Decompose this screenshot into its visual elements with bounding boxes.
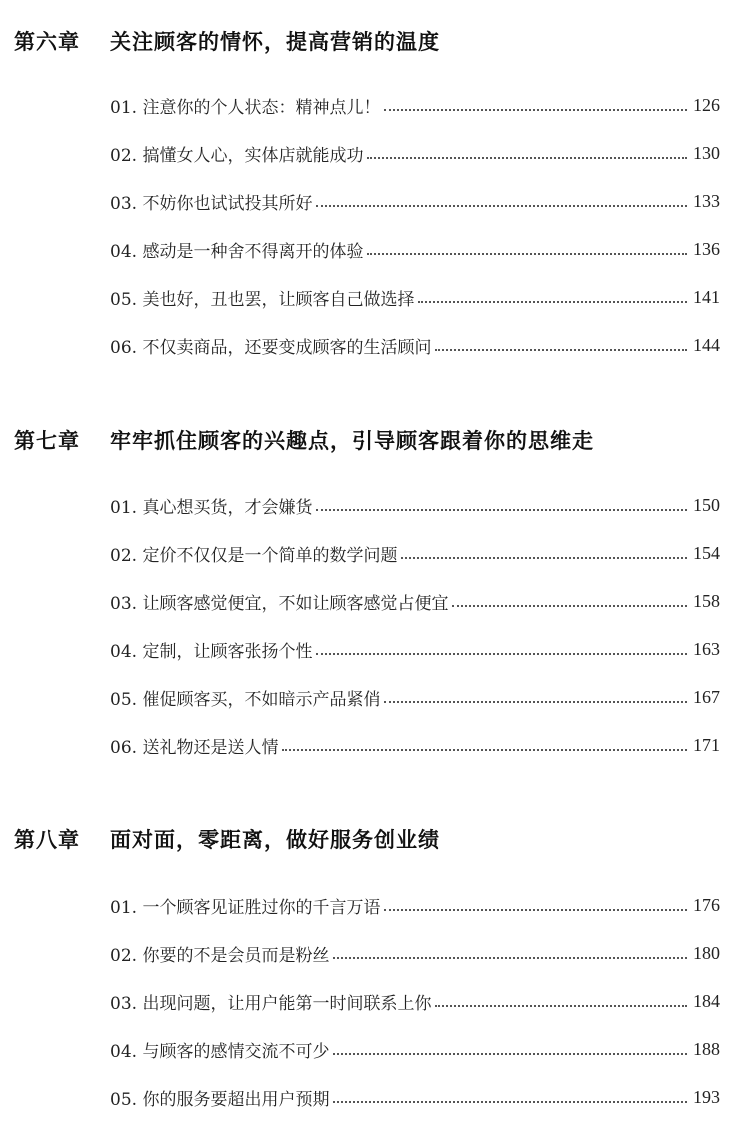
toc-entry-title: 02. 你要的不是会员而是粉丝	[110, 945, 330, 966]
chapter-number: 第八章	[14, 828, 80, 852]
toc-entry-title: 06. 送礼物还是送人情	[110, 737, 279, 758]
chapter-heading	[14, 822, 440, 856]
dot-leader	[367, 155, 687, 159]
dot-leader	[333, 1099, 687, 1103]
toc-entry[interactable]	[110, 586, 720, 616]
dot-leader	[316, 507, 687, 511]
toc-page-number: 150	[693, 494, 720, 515]
toc-page-number: 163	[693, 638, 720, 659]
toc-entry[interactable]	[110, 890, 720, 920]
dot-leader	[452, 603, 687, 607]
toc-entry-title: 04. 定制，让顾客张扬个性	[110, 641, 313, 662]
toc-entry[interactable]	[110, 730, 720, 760]
dot-leader	[384, 699, 687, 703]
toc-page-number: 176	[693, 894, 720, 915]
toc-entry[interactable]	[110, 138, 720, 168]
toc-entry-title: 03. 不妨你也试试投其所好	[110, 193, 313, 214]
toc-entry-title: 02. 定价不仅仅是一个简单的数学问题	[110, 545, 398, 566]
chapter-title: 牢牢抓住顾客的兴趣点，引导顾客跟着你的思维走	[110, 429, 594, 453]
toc-page-number: 130	[693, 142, 720, 163]
toc-page-number: 133	[693, 190, 720, 211]
chapter-heading	[14, 423, 594, 457]
toc-page-number: 188	[693, 1038, 720, 1059]
toc-entry-title: 05. 你的服务要超出用户预期	[110, 1089, 330, 1110]
chapter-title: 面对面，零距离，做好服务创业绩	[110, 828, 440, 852]
dot-leader	[282, 747, 687, 751]
toc-entry-title: 01. 注意你的个人状态：精神点儿！	[110, 97, 381, 118]
toc-entry-title: 02. 搞懂女人心，实体店就能成功	[110, 145, 364, 166]
toc-page-number: 126	[693, 94, 720, 115]
toc-page-number: 167	[693, 686, 720, 707]
toc-page-number: 184	[693, 990, 720, 1011]
toc-entry[interactable]	[110, 1034, 720, 1064]
toc-entry-title: 03. 出现问题，让用户能第一时间联系上你	[110, 993, 432, 1014]
toc-entry-title: 05. 美也好，丑也罢，让顾客自己做选择	[110, 289, 415, 310]
toc-entry[interactable]	[110, 90, 720, 120]
toc-entry-title: 03. 让顾客感觉便宜，不如让顾客感觉占便宜	[110, 593, 449, 614]
dot-leader	[367, 251, 687, 255]
toc-page-number: 193	[693, 1086, 720, 1107]
toc-entry-title: 04. 与顾客的感情交流不可少	[110, 1041, 330, 1062]
toc-page-number: 180	[693, 942, 720, 963]
toc-page-number: 141	[693, 286, 720, 307]
toc-entry-title: 01. 真心想买货，才会嫌货	[110, 497, 313, 518]
toc-entry[interactable]	[110, 282, 720, 312]
toc-entry[interactable]	[110, 490, 720, 520]
toc-entry[interactable]	[110, 986, 720, 1016]
chapter-number: 第七章	[14, 429, 80, 453]
dot-leader	[384, 907, 687, 911]
toc-entry[interactable]	[110, 538, 720, 568]
toc-page-number: 171	[693, 734, 720, 755]
toc-entry[interactable]	[110, 682, 720, 712]
toc-entry-title: 05. 催促顾客买，不如暗示产品紧俏	[110, 689, 381, 710]
toc-page-number: 136	[693, 238, 720, 259]
toc-page-number: 158	[693, 590, 720, 611]
toc-entry-title: 04. 感动是一种舍不得离开的体验	[110, 241, 364, 262]
dot-leader	[316, 203, 687, 207]
chapter-number: 第六章	[14, 30, 80, 54]
toc-entry[interactable]	[110, 938, 720, 968]
toc-entry[interactable]	[110, 330, 720, 360]
chapter-heading	[14, 24, 440, 58]
toc-page-number: 144	[693, 334, 720, 355]
toc-entry-title: 01. 一个顾客见证胜过你的千言万语	[110, 897, 381, 918]
dot-leader	[316, 651, 687, 655]
toc-entry-title: 06. 不仅卖商品，还要变成顾客的生活顾问	[110, 337, 432, 358]
dot-leader	[418, 299, 687, 303]
dot-leader	[435, 1003, 687, 1007]
dot-leader	[435, 347, 687, 351]
toc-entry[interactable]	[110, 1082, 720, 1112]
dot-leader	[333, 1051, 687, 1055]
toc-entry[interactable]	[110, 186, 720, 216]
toc-entry[interactable]	[110, 634, 720, 664]
dot-leader	[384, 107, 687, 111]
dot-leader	[401, 555, 687, 559]
chapter-title: 关注顾客的情怀，提高营销的温度	[110, 30, 440, 54]
toc-entry[interactable]	[110, 234, 720, 264]
dot-leader	[333, 955, 687, 959]
toc-page-number: 154	[693, 542, 720, 563]
